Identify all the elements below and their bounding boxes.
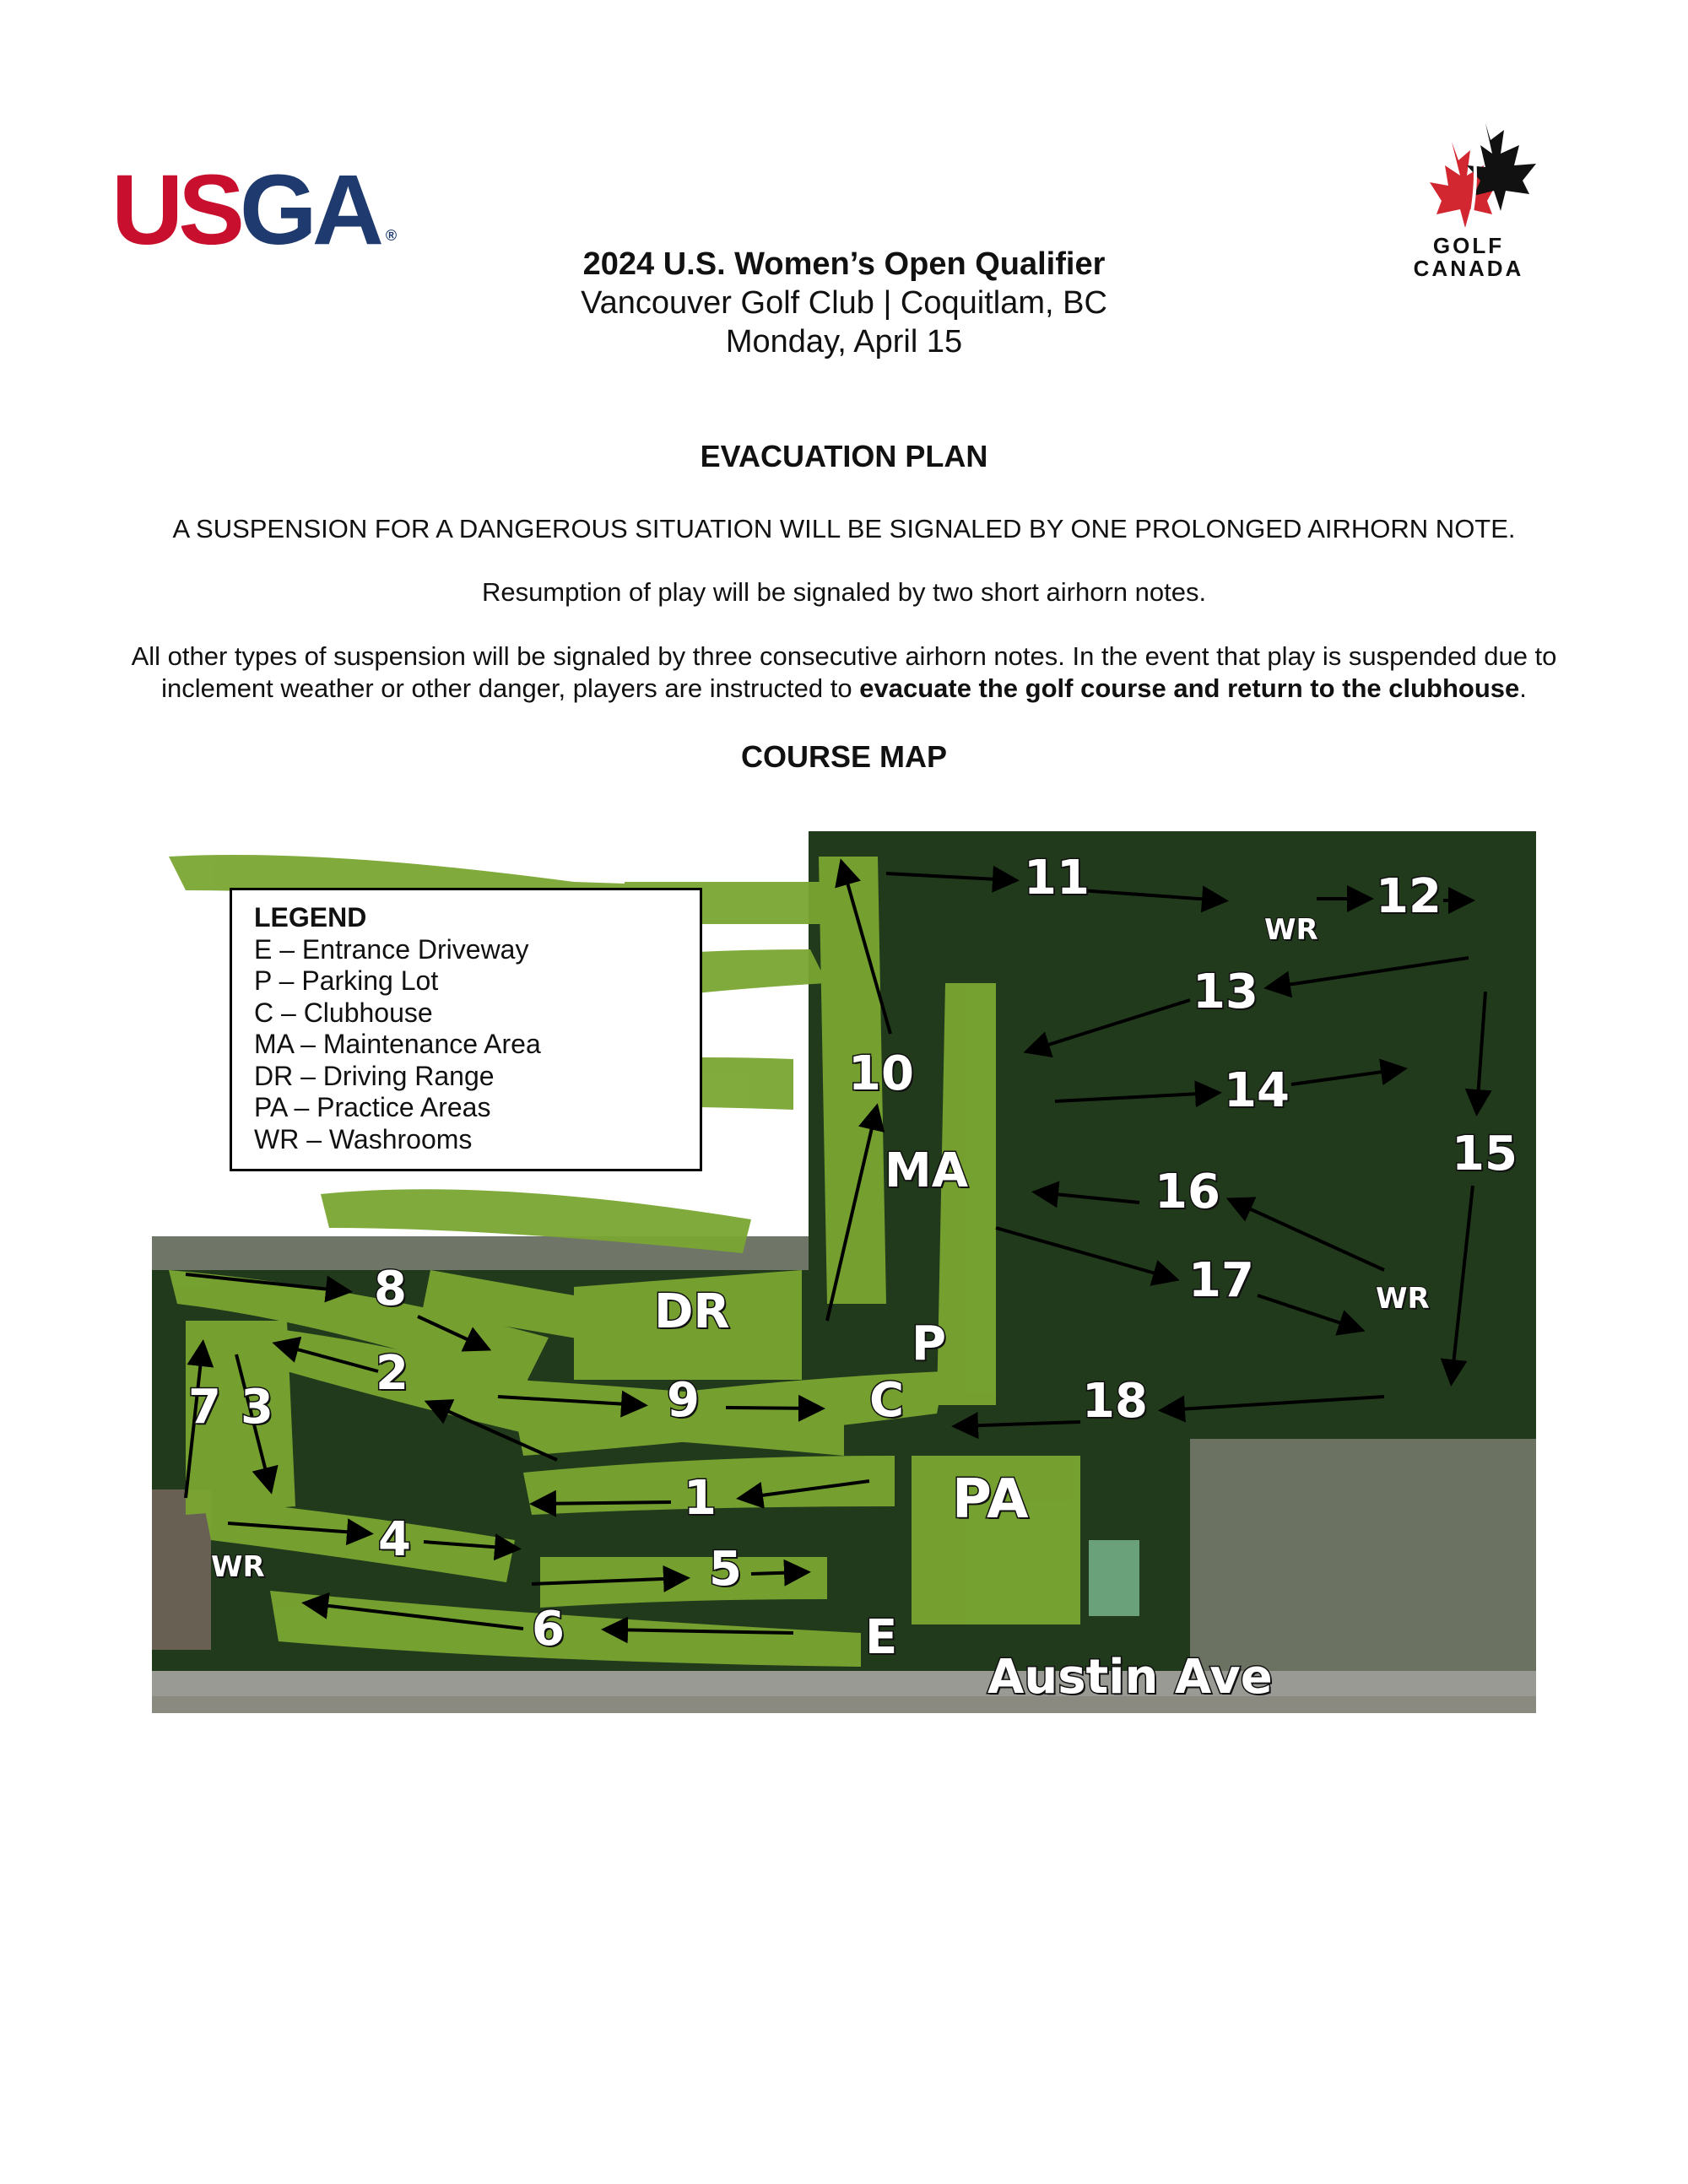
hole-7-label: 7 <box>188 1380 221 1435</box>
hole-16-label: 16 <box>1155 1165 1220 1219</box>
maple-leaf-icon <box>1393 116 1545 235</box>
washroom-label-4: WR <box>211 1550 265 1584</box>
hole-18-label: 18 <box>1082 1374 1148 1429</box>
practice-area-label: PA <box>952 1468 1029 1531</box>
legend-item-entrance: E – Entrance Driveway <box>254 933 529 965</box>
parking-lot-label: P <box>912 1316 947 1371</box>
hole-3-label: 3 <box>241 1380 273 1435</box>
hole-10-label: 10 <box>848 1046 914 1101</box>
washroom-label-17: WR <box>1376 1282 1430 1316</box>
hole-14-label: 14 <box>1224 1063 1290 1118</box>
hole-2-label: 2 <box>376 1346 408 1401</box>
legend-item-practice: PA – Practice Areas <box>254 1092 491 1122</box>
hole-6-label: 6 <box>532 1602 565 1657</box>
hole-15-label: 15 <box>1452 1127 1518 1181</box>
hole-13-label: 13 <box>1193 965 1258 1019</box>
other-suspension-line1: All other types of suspension will be signaled by three consecutive airhorn notes. In the event that play is suspended due to <box>131 641 1557 671</box>
hole-17-label: 17 <box>1188 1253 1254 1308</box>
entrance-driveway-label: E <box>865 1610 898 1665</box>
evacuate-instruction: evacuate the golf course and return to the clubhouse <box>859 673 1520 703</box>
legend-item-driving-range: DR – Driving Range <box>254 1060 495 1091</box>
other-suspension-line2 <box>0 673 1688 704</box>
resumption-notice: Resumption of play will be signaled by two short airhorn notes. <box>481 577 1207 607</box>
course-map-heading: COURSE MAP <box>740 739 948 774</box>
legend-item-clubhouse: C – Clubhouse <box>254 997 433 1028</box>
event-title: 2024 U.S. Women’s Open Qualifier <box>582 246 1106 282</box>
hole-9-label: 9 <box>667 1373 700 1428</box>
golf-canada-line1: GOLF <box>1432 233 1505 258</box>
hole-12-label: 12 <box>1376 869 1442 924</box>
legend-item-parking: P – Parking Lot <box>254 965 439 996</box>
instruction-period: . <box>1519 673 1527 703</box>
maintenance-area-label: MA <box>885 1143 969 1198</box>
driving-range-label: DR <box>654 1284 730 1339</box>
usga-logo <box>111 154 398 266</box>
usga-logo-ga: GA <box>239 154 379 266</box>
legend-item-maintenance: MA – Maintenance Area <box>254 1029 541 1059</box>
hole-4-label: 4 <box>378 1512 411 1567</box>
clubhouse-label: C <box>869 1373 905 1428</box>
instruction-text: inclement weather or other danger, players are instructed to <box>161 673 860 703</box>
suspension-notice: A SUSPENSION FOR A DANGEROUS SITUATION WILL BE SIGNALED BY ONE PROLONGED AIRHORN NOTE. <box>172 514 1516 543</box>
map-legend <box>230 888 702 1171</box>
hole-11-label: 11 <box>1024 851 1090 905</box>
evacuation-plan-heading: EVACUATION PLAN <box>700 439 988 473</box>
usga-logo-us: US <box>111 154 240 266</box>
event-date: Monday, April 15 <box>725 324 963 359</box>
hole-8-label: 8 <box>374 1262 407 1316</box>
hole-5-label: 5 <box>709 1542 742 1597</box>
registered-mark: ® <box>385 227 398 244</box>
legend-item-washrooms: WR – Washrooms <box>254 1123 473 1154</box>
street-label: Austin Ave <box>987 1650 1273 1705</box>
golf-canada-line2: CANADA <box>1413 256 1524 282</box>
legend-title: LEGEND <box>254 902 367 933</box>
event-venue: Vancouver Golf Club | Coquitlam, BC <box>581 285 1107 321</box>
washroom-label-12: WR <box>1264 913 1318 947</box>
hole-1-label: 1 <box>684 1471 717 1526</box>
